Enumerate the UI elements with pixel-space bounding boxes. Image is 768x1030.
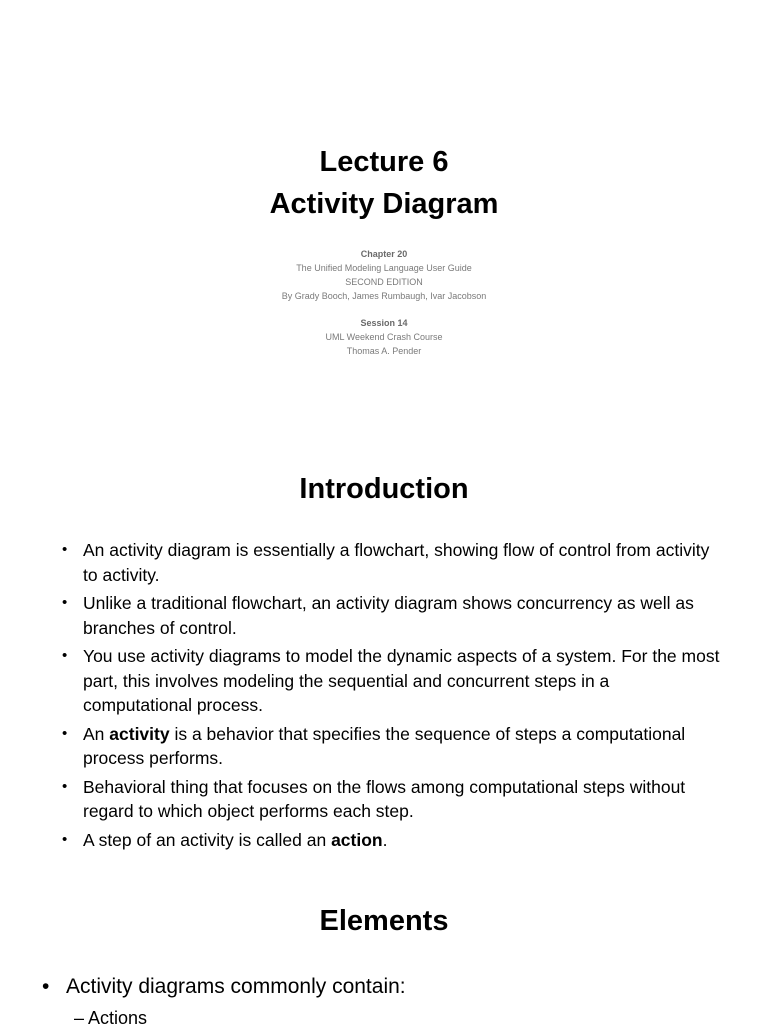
sub-list-item: – Actions — [74, 1008, 148, 1028]
term-action: action — [331, 829, 383, 850]
list-item: • You use activity diagrams to model the dynamic aspects of a system. For the most part, this involves modeling the sequential and concurrent steps in a computational process. — [60, 644, 720, 718]
session-label: Session 14 — [360, 318, 408, 328]
introduction-title: Introduction — [299, 473, 469, 505]
reference-book-2 — [0, 316, 768, 358]
course-author: Thomas A. Pender — [346, 346, 422, 356]
lecture-number: Lecture 6 — [319, 146, 449, 178]
list-item: • A step of an activity is called an action. — [60, 828, 720, 853]
course-title: UML Weekend Crash Course — [325, 332, 443, 342]
elements-title: Elements — [319, 905, 449, 937]
reference-book-1 — [0, 247, 768, 303]
list-item: • Unlike a traditional flowchart, an activity diagram shows concurrency as well as branches of control. — [60, 591, 720, 640]
term-activity: activity — [109, 723, 170, 744]
list-item: • Behavioral thing that focuses on the flows among computational steps without regard to which object performs each step. — [60, 775, 720, 824]
book-edition: SECOND EDITION — [345, 277, 423, 287]
lecture-title — [0, 141, 768, 225]
book-authors: By Grady Booch, James Rumbaugh, Ivar Jacobson — [281, 291, 487, 301]
list-item: • An activity is a behavior that specifies the sequence of steps a computational process performs. — [60, 722, 720, 771]
lecture-topic: Activity Diagram — [269, 188, 499, 220]
introduction-bullets — [60, 538, 720, 856]
list-item: • An activity diagram is essentially a flowchart, showing flow of control from activity to activity. — [60, 538, 720, 587]
elements-bullets — [42, 973, 742, 1001]
book-title: The Unified Modeling Language User Guide — [296, 263, 472, 273]
list-item: • Activity diagrams commonly contain: — [42, 973, 742, 1001]
chapter-label: Chapter 20 — [360, 249, 408, 259]
